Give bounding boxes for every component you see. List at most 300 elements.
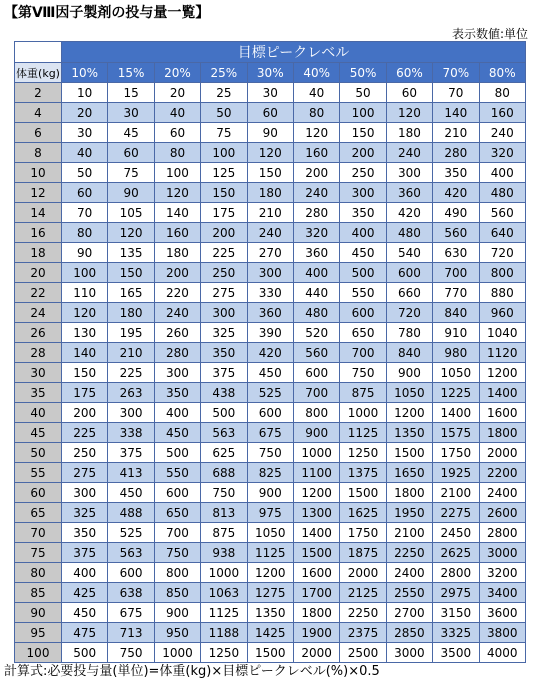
dose-cell: 840: [433, 303, 479, 323]
dose-cell: 1350: [386, 423, 432, 443]
dose-cell: 1950: [386, 503, 432, 523]
dose-cell: 438: [201, 383, 247, 403]
dose-cell: 80: [293, 103, 339, 123]
dose-cell: 813: [201, 503, 247, 523]
dose-cell: 660: [386, 283, 432, 303]
dose-cell: 1925: [433, 463, 479, 483]
weight-cell: 16: [15, 223, 62, 243]
table-row: [15, 423, 526, 443]
dose-cell: 450: [108, 483, 154, 503]
dose-cell: 1225: [433, 383, 479, 403]
dose-cell: 140: [62, 343, 108, 363]
weight-cell: 60: [15, 483, 62, 503]
dose-cell: 180: [247, 183, 293, 203]
dose-cell: 175: [62, 383, 108, 403]
dose-cell: 1000: [293, 443, 339, 463]
dose-cell: 1125: [201, 603, 247, 623]
weight-cell: 50: [15, 443, 62, 463]
dose-cell: 825: [247, 463, 293, 483]
dose-cell: 875: [201, 523, 247, 543]
dose-cell: 260: [154, 323, 200, 343]
dose-cell: 200: [154, 263, 200, 283]
dose-cell: 200: [62, 403, 108, 423]
table-row: [15, 603, 526, 623]
dose-cell: 960: [479, 303, 525, 323]
dose-cell: 2800: [433, 563, 479, 583]
dose-cell: 1050: [386, 383, 432, 403]
dose-cell: 1375: [340, 463, 386, 483]
percent-header: 25%: [201, 63, 247, 83]
dose-cell: 100: [62, 263, 108, 283]
dose-cell: 640: [479, 223, 525, 243]
dose-cell: 2000: [479, 443, 525, 463]
dose-cell: 400: [479, 163, 525, 183]
dose-cell: 1400: [433, 403, 479, 423]
table-row: [15, 483, 526, 503]
dose-cell: 1400: [479, 383, 525, 403]
dose-cell: 1063: [201, 583, 247, 603]
dose-cell: 2800: [479, 523, 525, 543]
weight-cell: 26: [15, 323, 62, 343]
dose-cell: 120: [293, 123, 339, 143]
dose-cell: 300: [247, 263, 293, 283]
dose-cell: 350: [154, 383, 200, 403]
dose-cell: 520: [293, 323, 339, 343]
dose-cell: 1350: [247, 603, 293, 623]
dose-cell: 480: [479, 183, 525, 203]
dose-cell: 1188: [201, 623, 247, 643]
dose-cell: 90: [62, 243, 108, 263]
dose-cell: 688: [201, 463, 247, 483]
dose-cell: 60: [386, 83, 432, 103]
percent-header: 70%: [433, 63, 479, 83]
dose-cell: 1200: [293, 483, 339, 503]
dose-cell: 700: [433, 263, 479, 283]
dose-cell: 1000: [340, 403, 386, 423]
dose-cell: 2850: [386, 623, 432, 643]
table-row: [15, 263, 526, 283]
dose-cell: 1650: [386, 463, 432, 483]
dose-cell: 263: [108, 383, 154, 403]
dose-cell: 3500: [433, 643, 479, 663]
dose-cell: 1125: [340, 423, 386, 443]
weight-cell: 12: [15, 183, 62, 203]
dose-cell: 2700: [386, 603, 432, 623]
percent-header: 50%: [340, 63, 386, 83]
dose-cell: 250: [62, 443, 108, 463]
dose-cell: 50: [62, 163, 108, 183]
dose-cell: 360: [386, 183, 432, 203]
dose-cell: 910: [433, 323, 479, 343]
dose-cell: 2275: [433, 503, 479, 523]
weight-cell: 35: [15, 383, 62, 403]
dose-cell: 400: [340, 223, 386, 243]
dose-cell: 60: [62, 183, 108, 203]
dose-cell: 450: [340, 243, 386, 263]
dose-cell: 800: [479, 263, 525, 283]
percent-header: 40%: [293, 63, 339, 83]
dose-cell: 1500: [340, 483, 386, 503]
dose-cell: 30: [108, 103, 154, 123]
dose-cell: 390: [247, 323, 293, 343]
dose-cell: 150: [201, 183, 247, 203]
dose-cell: 750: [247, 443, 293, 463]
dose-cell: 75: [201, 123, 247, 143]
dose-cell: 800: [154, 563, 200, 583]
dose-cell: 1575: [433, 423, 479, 443]
dose-cell: 30: [247, 83, 293, 103]
table-row: [15, 503, 526, 523]
dose-cell: 540: [386, 243, 432, 263]
dose-cell: 880: [479, 283, 525, 303]
dose-cell: 90: [108, 183, 154, 203]
dose-cell: 325: [201, 323, 247, 343]
dose-cell: 15: [108, 83, 154, 103]
dose-cell: 1875: [340, 543, 386, 563]
dose-cell: 2400: [386, 563, 432, 583]
weight-cell: 70: [15, 523, 62, 543]
dose-cell: 750: [201, 483, 247, 503]
dose-cell: 1625: [340, 503, 386, 523]
dose-cell: 250: [340, 163, 386, 183]
dose-cell: 225: [108, 363, 154, 383]
dose-cell: 500: [340, 263, 386, 283]
dose-cell: 275: [62, 463, 108, 483]
dose-cell: 1050: [433, 363, 479, 383]
dose-cell: 480: [386, 223, 432, 243]
dose-cell: 125: [201, 163, 247, 183]
dose-cell: 1900: [293, 623, 339, 643]
dose-cell: 1120: [479, 343, 525, 363]
dose-cell: 638: [108, 583, 154, 603]
dose-cell: 720: [386, 303, 432, 323]
dose-cell: 275: [201, 283, 247, 303]
dose-cell: 1500: [293, 543, 339, 563]
dose-cell: 200: [201, 223, 247, 243]
page-title: 【第Ⅷ因子製剤の投与量一覧】: [4, 5, 210, 21]
dose-cell: 3000: [386, 643, 432, 663]
dose-cell: 60: [108, 143, 154, 163]
dose-cell: 75: [108, 163, 154, 183]
dose-cell: 950: [154, 623, 200, 643]
dose-cell: 2250: [386, 543, 432, 563]
dose-cell: 1200: [479, 363, 525, 383]
dose-cell: 480: [293, 303, 339, 323]
dose-cell: 140: [154, 203, 200, 223]
table-row: [15, 223, 526, 243]
weight-cell: 10: [15, 163, 62, 183]
dose-cell: 320: [293, 223, 339, 243]
dose-cell: 675: [108, 603, 154, 623]
dose-cell: 160: [293, 143, 339, 163]
table-row: [15, 363, 526, 383]
dose-cell: 1050: [247, 523, 293, 543]
dose-cell: 750: [340, 363, 386, 383]
dose-cell: 250: [201, 263, 247, 283]
dose-cell: 3600: [479, 603, 525, 623]
dose-cell: 875: [340, 383, 386, 403]
weight-cell: 45: [15, 423, 62, 443]
weight-cell: 14: [15, 203, 62, 223]
table-row: [15, 203, 526, 223]
dose-cell: 600: [340, 303, 386, 323]
dose-cell: 300: [386, 163, 432, 183]
dose-cell: 2100: [386, 523, 432, 543]
dose-cell: 2450: [433, 523, 479, 543]
dose-cell: 2625: [433, 543, 479, 563]
dose-cell: 325: [62, 503, 108, 523]
dose-cell: 350: [433, 163, 479, 183]
percent-header: 10%: [62, 63, 108, 83]
dose-cell: 140: [433, 103, 479, 123]
dose-cell: 425: [62, 583, 108, 603]
unit-note: 表示数値:単位: [451, 27, 528, 41]
dose-cell: 2400: [479, 483, 525, 503]
weight-cell: 75: [15, 543, 62, 563]
dose-cell: 270: [247, 243, 293, 263]
dose-cell: 160: [479, 103, 525, 123]
dose-cell: 450: [62, 603, 108, 623]
dose-cell: 375: [201, 363, 247, 383]
dose-cell: 20: [154, 83, 200, 103]
weight-cell: 30: [15, 363, 62, 383]
dose-cell: 1040: [479, 323, 525, 343]
dose-cell: 180: [154, 243, 200, 263]
table-row: [15, 283, 526, 303]
dose-cell: 2125: [340, 583, 386, 603]
dose-cell: 320: [479, 143, 525, 163]
dose-cell: 2375: [340, 623, 386, 643]
dose-cell: 1700: [293, 583, 339, 603]
dose-cell: 40: [154, 103, 200, 123]
dose-cell: 10: [62, 83, 108, 103]
dose-cell: 1400: [293, 523, 339, 543]
dose-cell: 240: [247, 223, 293, 243]
percent-header-row: [15, 63, 526, 83]
dose-cell: 488: [108, 503, 154, 523]
dose-cell: 440: [293, 283, 339, 303]
dose-cell: 200: [293, 163, 339, 183]
dose-cell: 60: [247, 103, 293, 123]
table-row: [15, 303, 526, 323]
dose-cell: 675: [247, 423, 293, 443]
group-header-row: [15, 42, 526, 63]
dose-cell: 120: [247, 143, 293, 163]
dose-cell: 1275: [247, 583, 293, 603]
dose-cell: 150: [108, 263, 154, 283]
dose-cell: 180: [108, 303, 154, 323]
dose-cell: 375: [62, 543, 108, 563]
table-row: [15, 563, 526, 583]
table-row: [15, 463, 526, 483]
dose-cell: 560: [479, 203, 525, 223]
dose-cell: 2200: [479, 463, 525, 483]
dose-cell: 360: [293, 243, 339, 263]
dose-cell: 900: [247, 483, 293, 503]
table-row: [15, 623, 526, 643]
dose-cell: 1600: [479, 403, 525, 423]
dose-cell: 1000: [201, 563, 247, 583]
dose-cell: 3150: [433, 603, 479, 623]
dose-cell: 80: [62, 223, 108, 243]
dose-cell: 750: [154, 543, 200, 563]
dose-cell: 175: [201, 203, 247, 223]
target-peak-level-header: 目標ピークレベル: [62, 42, 526, 63]
dose-cell: 980: [433, 343, 479, 363]
dose-cell: 3800: [479, 623, 525, 643]
dose-cell: 3325: [433, 623, 479, 643]
weight-cell: 65: [15, 503, 62, 523]
table-row: [15, 323, 526, 343]
dose-cell: 1200: [386, 403, 432, 423]
table-row: [15, 243, 526, 263]
dose-cell: 225: [201, 243, 247, 263]
dose-cell: 40: [293, 83, 339, 103]
dose-cell: 240: [479, 123, 525, 143]
dose-cell: 1250: [201, 643, 247, 663]
dose-cell: 210: [433, 123, 479, 143]
dose-cell: 625: [201, 443, 247, 463]
dose-cell: 1425: [247, 623, 293, 643]
percent-header: 20%: [154, 63, 200, 83]
dose-cell: 300: [201, 303, 247, 323]
dose-cell: 20: [62, 103, 108, 123]
percent-header: 15%: [108, 63, 154, 83]
dose-cell: 50: [340, 83, 386, 103]
dose-cell: 30: [62, 123, 108, 143]
dose-cell: 1600: [293, 563, 339, 583]
dose-cell: 420: [433, 183, 479, 203]
weight-cell: 2: [15, 83, 62, 103]
weight-cell: 85: [15, 583, 62, 603]
table-row: [15, 523, 526, 543]
dose-cell: 100: [340, 103, 386, 123]
corner-blank: [15, 42, 62, 63]
dose-cell: 900: [386, 363, 432, 383]
dose-cell: 900: [293, 423, 339, 443]
dose-cell: 165: [108, 283, 154, 303]
dose-cell: 135: [108, 243, 154, 263]
dose-cell: 120: [108, 223, 154, 243]
dose-cell: 1750: [433, 443, 479, 463]
dose-cell: 330: [247, 283, 293, 303]
calculation-formula: 計算式:必要投与量(単位)=体重(kg)×目標ピークレベル(%)×0.5: [4, 664, 380, 679]
dose-cell: 1500: [247, 643, 293, 663]
dose-cell: 120: [62, 303, 108, 323]
dose-cell: 100: [201, 143, 247, 163]
dose-cell: 150: [247, 163, 293, 183]
dose-cell: 450: [154, 423, 200, 443]
dose-cell: 720: [479, 243, 525, 263]
table-row: [15, 103, 526, 123]
dose-cell: 25: [201, 83, 247, 103]
dose-cell: 560: [293, 343, 339, 363]
table-row: [15, 123, 526, 143]
table-row: [15, 403, 526, 423]
dose-cell: 1000: [154, 643, 200, 663]
dose-cell: 560: [433, 223, 479, 243]
dose-cell: 120: [386, 103, 432, 123]
dose-cell: 2100: [433, 483, 479, 503]
weight-cell: 8: [15, 143, 62, 163]
weight-cell: 80: [15, 563, 62, 583]
dose-cell: 840: [386, 343, 432, 363]
dose-cell: 50: [201, 103, 247, 123]
dose-cell: 150: [62, 363, 108, 383]
weight-cell: 4: [15, 103, 62, 123]
dose-cell: 600: [247, 403, 293, 423]
dose-cell: 500: [201, 403, 247, 423]
dose-cell: 375: [108, 443, 154, 463]
dose-cell: 975: [247, 503, 293, 523]
dose-cell: 400: [154, 403, 200, 423]
dosage-table-body: [15, 83, 526, 663]
table-row: [15, 383, 526, 403]
dose-cell: 3000: [479, 543, 525, 563]
weight-cell: 22: [15, 283, 62, 303]
weight-cell: 90: [15, 603, 62, 623]
dose-cell: 650: [154, 503, 200, 523]
weight-cell: 18: [15, 243, 62, 263]
dose-cell: 350: [340, 203, 386, 223]
dose-cell: 700: [340, 343, 386, 363]
dose-cell: 700: [293, 383, 339, 403]
dose-cell: 713: [108, 623, 154, 643]
dose-cell: 750: [108, 643, 154, 663]
dose-cell: 500: [62, 643, 108, 663]
dose-cell: 1500: [386, 443, 432, 463]
dose-cell: 45: [108, 123, 154, 143]
weight-cell: 6: [15, 123, 62, 143]
weight-cell: 95: [15, 623, 62, 643]
dose-cell: 2000: [340, 563, 386, 583]
table-row: [15, 143, 526, 163]
dose-cell: 240: [386, 143, 432, 163]
dose-cell: 1300: [293, 503, 339, 523]
dose-cell: 120: [154, 183, 200, 203]
dose-cell: 280: [433, 143, 479, 163]
dose-cell: 525: [108, 523, 154, 543]
dose-cell: 1800: [386, 483, 432, 503]
dose-cell: 3200: [479, 563, 525, 583]
weight-cell: 24: [15, 303, 62, 323]
dose-cell: 200: [340, 143, 386, 163]
dose-cell: 210: [247, 203, 293, 223]
dose-cell: 550: [340, 283, 386, 303]
dose-cell: 1200: [247, 563, 293, 583]
dose-cell: 900: [154, 603, 200, 623]
weight-cell: 100: [15, 643, 62, 663]
dose-cell: 338: [108, 423, 154, 443]
dose-cell: 240: [154, 303, 200, 323]
dose-cell: 100: [154, 163, 200, 183]
dose-cell: 650: [340, 323, 386, 343]
dose-cell: 525: [247, 383, 293, 403]
dose-cell: 1100: [293, 463, 339, 483]
dose-cell: 700: [154, 523, 200, 543]
weight-cell: 40: [15, 403, 62, 423]
dose-cell: 60: [154, 123, 200, 143]
dose-cell: 160: [154, 223, 200, 243]
table-row: [15, 163, 526, 183]
dose-cell: 630: [433, 243, 479, 263]
dose-cell: 280: [293, 203, 339, 223]
dose-cell: 80: [154, 143, 200, 163]
dose-cell: 225: [62, 423, 108, 443]
dose-cell: 180: [386, 123, 432, 143]
dose-cell: 563: [108, 543, 154, 563]
dose-cell: 110: [62, 283, 108, 303]
